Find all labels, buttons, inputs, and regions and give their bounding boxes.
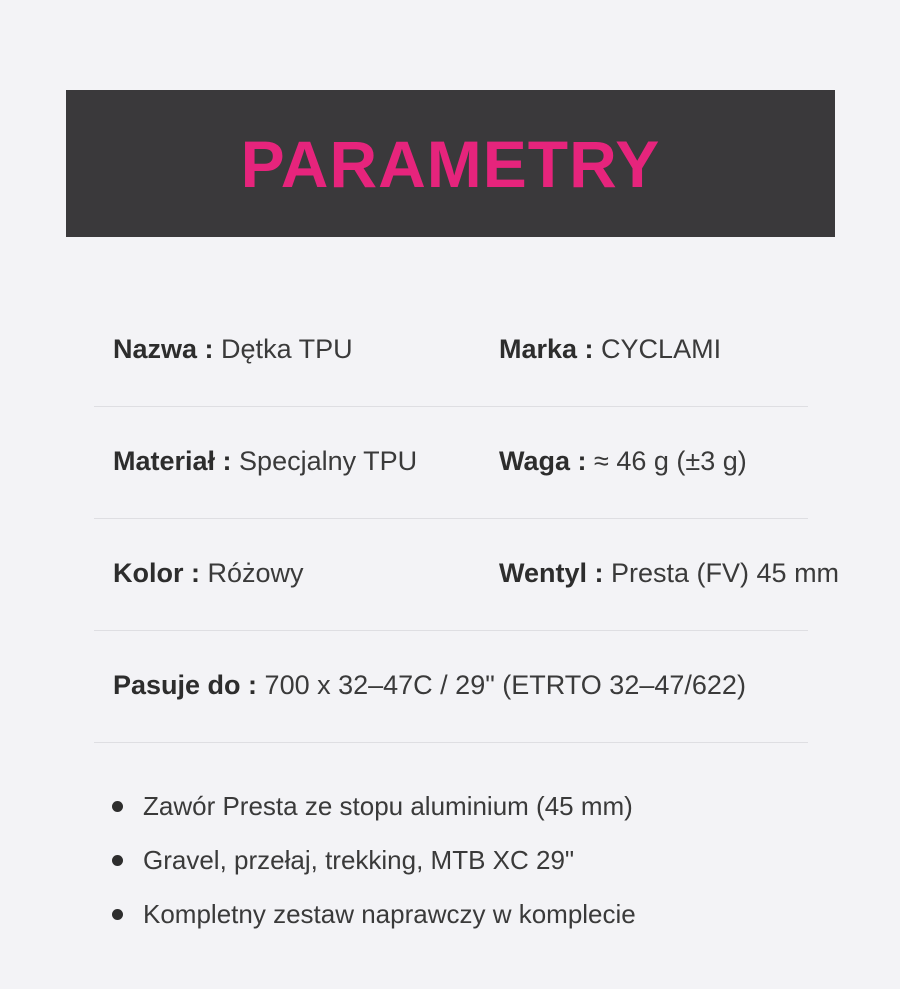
spec-label: Nazwa: [113, 334, 198, 364]
spec-separator: :: [570, 446, 595, 476]
spec-value: Presta (FV) 45 mm: [611, 558, 840, 588]
bullet-icon: [112, 909, 123, 920]
spec-label: Pasuje do: [113, 670, 241, 700]
page-title: PARAMETRY: [240, 126, 661, 201]
spec-separator: :: [587, 558, 612, 588]
spec-label: Waga: [499, 446, 571, 476]
spec-separator: :: [215, 446, 240, 476]
spec-row: [94, 630, 808, 743]
spec-separator: :: [197, 334, 222, 364]
feature-text: Zawór Presta ze stopu aluminium (45 mm): [143, 791, 633, 821]
header-banner: [66, 90, 835, 237]
spec-value: ≈ 46 g (±3 g): [594, 446, 747, 476]
spec-value: Specjalny TPU: [239, 446, 418, 476]
spec-separator: :: [240, 670, 265, 700]
spec-item-valve: [499, 557, 839, 589]
spec-item-material: [113, 445, 417, 477]
spec-item-fits: [113, 669, 746, 701]
spec-item-name: [113, 333, 353, 365]
feature-text: Gravel, przełaj, trekking, MTB XC 29": [143, 845, 575, 875]
bullet-icon: [112, 801, 123, 812]
spec-item-color: [113, 557, 304, 589]
bullet-icon: [112, 855, 123, 866]
spec-item-brand: [499, 333, 721, 365]
spec-row: [94, 518, 840, 631]
spec-separator: :: [183, 558, 208, 588]
spec-row: [94, 406, 808, 519]
spec-label: Kolor: [113, 558, 184, 588]
spec-row: [94, 294, 808, 407]
spec-value: Różowy: [207, 558, 304, 588]
feature-text: Kompletny zestaw naprawczy w komplecie: [143, 899, 636, 929]
spec-value: 700 x 32–47C / 29" (ETRTO 32–47/622): [264, 670, 746, 700]
spec-item-weight: [499, 445, 747, 477]
spec-value: Dętka TPU: [221, 334, 353, 364]
spec-label: Marka: [499, 334, 578, 364]
spec-value: CYCLAMI: [601, 334, 722, 364]
spec-label: Wentyl: [499, 558, 588, 588]
spec-label: Materiał: [113, 446, 216, 476]
spec-separator: :: [577, 334, 602, 364]
